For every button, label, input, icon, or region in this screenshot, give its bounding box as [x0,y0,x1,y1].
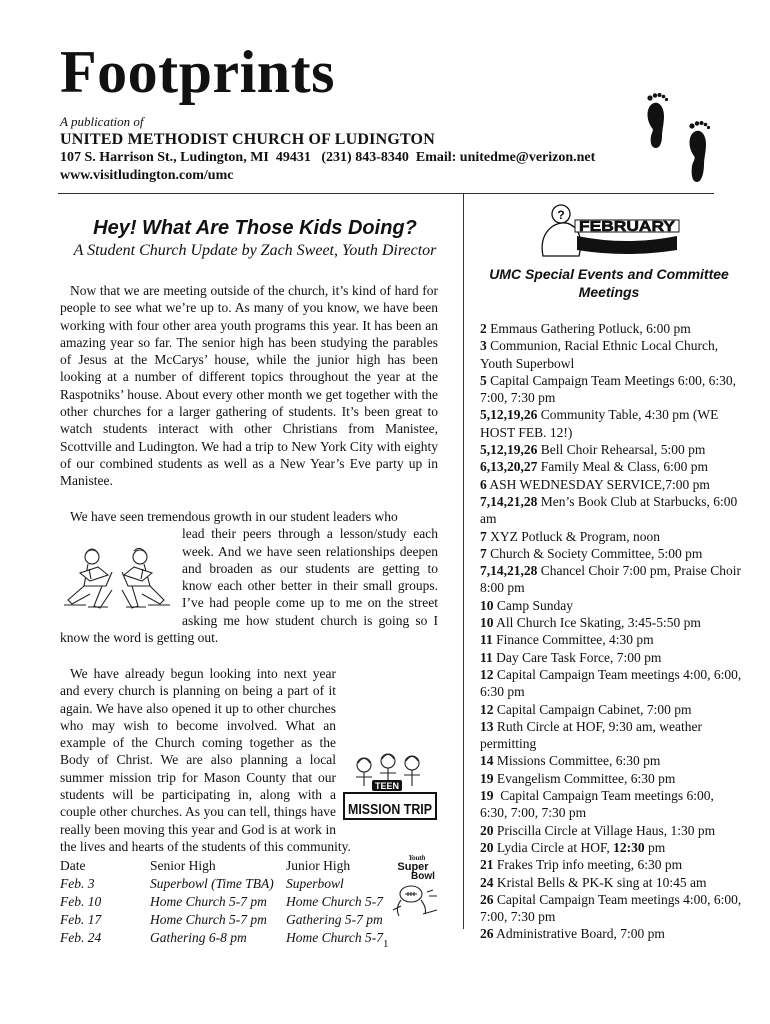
event-text: XYZ Potluck & Program, noon [486,528,660,544]
church-name: UNITED METHODIST CHURCH OF LUDINGTON [60,131,435,148]
paragraph-text: lead their peers through a lesson/study each week. And we have seen relationships deepen and broaden as our students are getting to know each other better in their small groups. I’ve had people come up to me on the street asking me how student church is going so I know the word is getting out. [60,526,438,646]
event-date: 10 [480,615,494,631]
table-cell: Gathering 5-7 pm [286,912,383,927]
table-cell: Home Church 5-7 pm [150,912,267,927]
event-date: 7,14,21,28 [480,563,538,579]
event-text: Frakes Trip info meeting, 6:30 pm [493,857,683,873]
article-paragraph-3 [60,665,438,855]
event-date: 2 [480,321,487,336]
list-item [480,701,742,718]
paragraph-lead: We have seen tremendous growth in our student leaders who [70,509,398,524]
event-date: 5,12,19,26 [480,407,538,423]
column-divider [463,194,464,929]
event-date: 12 [480,701,494,717]
list-item [480,337,742,372]
paragraph-text: We have already begun looking into next year and every church is planning on being a part of it again. We have also opened it up to other churches who may wish to become involved. What an example of the Church coming together as the Body of Christ. We are also planning a local summer mission trip for Mason County that our students will be participating in, along with a couple other churches. As you can tell, things have really been moving this year and God is at work in the lives and hearts of the students of this community. [60,666,351,854]
paragraph-text: Now that we are meeting outside of the church, it’s kind of hard for people to see what we’re up to. As many of you know, we have been working with four other area youth programs this year. It has been an amazing year so far. The senior high has been studying the parables of Jesus at the McCarys’ house, while the junior high has been looking at a number of different topics throughout the year at the Raspotniks’ house. About every other month we get together with the other churches for a larger gathering of students. It’s been great to watch students interact with other Christians from Manistee, Scottville and Ludington. We had a trip to New York City with eighty of our combined students as well as a New Year’s Eve party up in Manistee. [60,283,438,489]
table-header-row [60,857,390,875]
list-item [480,406,742,441]
list-item [480,614,742,631]
event-date: 26 [480,891,494,907]
list-item [480,787,742,822]
event-date: 7 [480,545,487,561]
event-text: Capital Campaign Team Meetings 6:00, 6:30, 7:00, 7:30 pm [480,372,740,406]
event-date: 24 [480,874,494,890]
event-date: 7 [480,528,487,544]
list-item [480,545,742,562]
list-item [480,874,742,891]
superbowl-logo-text-super: Super [397,861,429,873]
header-divider [58,193,714,194]
events-heading: UMC Special Events and Committee Meetings [489,266,729,300]
event-text: Day Care Task Force, 7:00 pm [492,649,662,665]
footprints-icon [638,90,718,190]
column-header: Date [60,858,86,873]
list-item [480,649,742,666]
list-item [480,562,745,597]
list-item [480,891,745,926]
event-date: 6 [480,476,487,492]
article-paragraph-2 [60,508,438,646]
mission-logo-text-top: TEEN [374,781,400,791]
event-text: Chancel Choir 7:00 pm, Praise Choir 8:00 pm [480,563,745,596]
event-date: 5 [480,372,487,388]
list-item [480,925,742,942]
article-paragraph-1 [60,282,438,490]
event-date: 10 [480,597,494,613]
event-date: 20 [480,839,494,855]
event-text: Family Meal & Class, 6:00 pm [537,459,708,475]
event-text: Finance Committee, 4:30 pm [492,632,654,648]
list-item [480,856,742,873]
contact-line: 107 S. Harrison St., Ludington, MI 49431 (231) 843-8340 Email: unitedme@verizon.net [60,150,596,165]
table-cell: Superbowl [286,876,344,891]
article-subtitle: A Student Church Update by Zach Sweet, Youth Director [73,242,437,259]
column-header: Senior High [150,858,216,873]
list-item [480,528,742,545]
svg-text:?: ? [557,208,565,222]
event-date: 19 [480,788,494,804]
list-item [480,631,742,648]
event-date: 20 [480,822,494,838]
list-item [480,320,742,337]
february-banner-text: FEBRUARY [579,218,675,235]
column-header: Junior High [286,858,351,873]
youth-superbowl-logo [383,852,443,922]
table-cell: Feb. 3 [60,876,95,891]
event-text: Capital Campaign Cabinet, 7:00 pm [493,701,692,717]
superbowl-logo-text-youth: Youth [408,854,426,862]
list-item [480,372,742,407]
event-date: 13 [480,718,494,734]
event-date: 5,12,19,26 [480,442,538,458]
event-text: Men’s Book Club at Starbucks, 6:00 am [480,493,741,527]
table-row [60,929,390,947]
event-text: Emmaus Gathering Potluck, 6:00 pm [486,321,691,336]
event-date: 11 [480,649,493,665]
table-row [60,911,390,929]
table-row [60,875,390,893]
masthead-title: Footprints [60,39,335,105]
youth-schedule-table [60,857,390,947]
students-reading-illustration [58,543,176,613]
superbowl-logo-text-bowl: Bowl [411,871,435,882]
event-text: Church & Society Committee, 5:00 pm [486,545,703,561]
event-text: Missions Committee, 6:30 pm [493,753,661,769]
website-link[interactable]: www.visitludington.com/umc [60,168,234,183]
event-date: 6,13,20,27 [480,459,538,475]
event-text: Ruth Circle at HOF, 9:30 am, weather permitting [480,718,706,752]
table-cell: Gathering 6-8 pm [150,930,247,945]
table-row [60,893,390,911]
event-text: Camp Sunday [493,597,573,613]
event-date: 11 [480,632,493,648]
event-text: Capital Campaign Team meetings 4:00, 6:00, 6:30 pm [480,666,745,700]
event-text: Evangelism Committee, 6:30 pm [493,770,676,786]
list-item [480,476,742,493]
event-text: Bell Choir Rehearsal, 5:00 pm [537,442,706,458]
event-text: Capital Campaign Team meetings 4:00, 6:00, 7:00, 7:30 pm [480,891,745,925]
february-banner-icon [533,200,683,260]
mission-logo-text-main: MISSION TRIP [348,801,432,818]
event-date: 19 [480,770,494,786]
list-item [480,718,742,753]
events-list [480,320,745,943]
event-date: 26 [480,926,494,942]
list-item [480,441,742,458]
article-title: Hey! What Are Those Kids Doing? [93,217,417,239]
list-item [480,752,742,769]
list-item [480,597,742,614]
event-text: Kristal Bells & PK-K sing at 10:45 am [493,874,707,890]
page-number: 1 [383,938,389,950]
list-item [480,666,745,701]
event-text: Communion, Racial Ethnic Local Church, Youth Superbowl [480,338,721,371]
event-text-tail: pm [644,839,666,855]
event-date: 14 [480,753,494,769]
event-date: 12 [480,666,494,682]
list-item [480,822,742,839]
event-text: Lydia Circle at HOF, [493,839,614,855]
event-time-emphasis: 12:30 [613,839,645,855]
table-cell: Home Church 5-7 [286,930,383,945]
teen-mission-trip-logo [342,751,438,823]
event-date: 3 [480,338,487,354]
event-text: All Church Ice Skating, 3:45-5:50 pm [493,615,701,631]
list-item [480,493,742,528]
table-cell: Feb. 24 [60,930,102,945]
table-cell: Feb. 17 [60,912,102,927]
event-text: Community Table, 4:30 pm (WE HOST FEB. 12!) [480,407,722,440]
event-date: 7,14,21,28 [480,493,538,509]
list-item [480,839,742,856]
list-item [480,770,742,787]
table-cell: Home Church 5-7 [286,894,383,909]
event-text: Capital Campaign Team meetings 6:00, 6:30, 7:00, 7:30 pm [480,788,718,821]
table-cell: Feb. 10 [60,894,102,909]
event-date: 21 [480,857,494,873]
event-text: Priscilla Circle at Village Haus, 1:30 pm [493,822,716,838]
event-text: Administrative Board, 7:00 pm [493,926,665,942]
table-cell: Home Church 5-7 pm [150,894,267,909]
event-text: ASH WEDNESDAY SERVICE,7:00 pm [486,476,710,492]
table-cell: Superbowl (Time TBA) [150,876,274,891]
publication-of-label: A publication of [60,114,144,129]
list-item [480,458,742,475]
